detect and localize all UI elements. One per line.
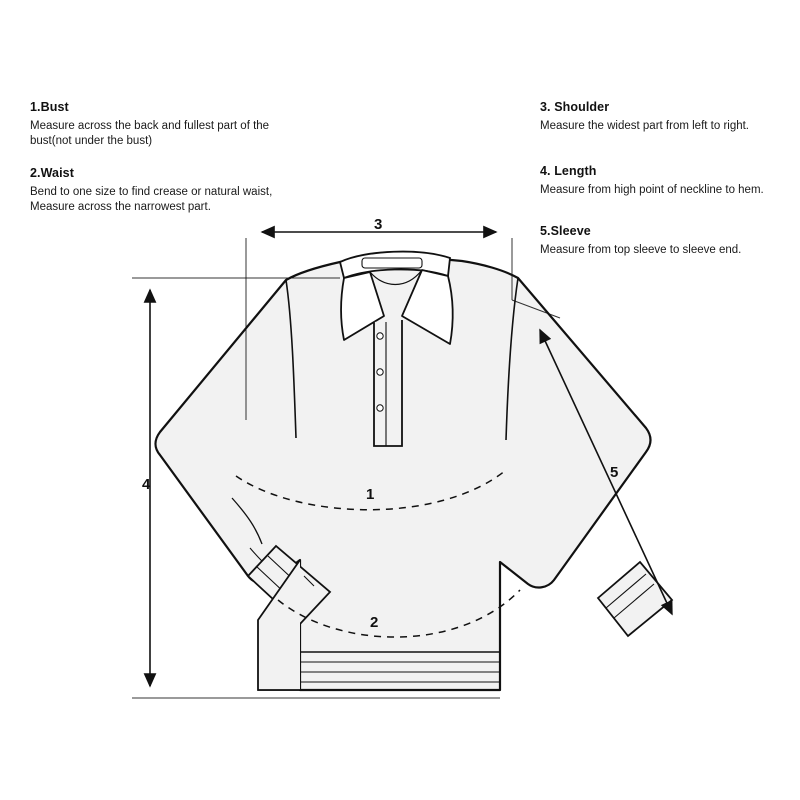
note-waist-desc: Bend to one size to find crease or natural waist, Measure across the narrowest part. <box>30 186 273 214</box>
note-bust-title: 1.Bust <box>30 100 69 114</box>
note-shoulder-desc: Measure the widest part from left to right. <box>540 120 750 132</box>
note-shoulder-title: 3. Shoulder <box>540 100 610 114</box>
note-sleeve-desc: Measure from top sleeve to sleeve end. <box>540 244 742 256</box>
label-waist: 2 <box>370 614 379 631</box>
label-sleeve: 5 <box>610 464 619 481</box>
note-waist-title: 2.Waist <box>30 166 74 180</box>
note-length-title: 4. Length <box>540 164 597 178</box>
label-length: 4 <box>142 476 151 493</box>
note-bust-desc: Measure across the back and fullest part of the bust(not under the bust) <box>30 120 270 148</box>
note-sleeve-title: 5.Sleeve <box>540 224 591 238</box>
note-length-desc: Measure from high point of neckline to hem. <box>540 184 764 196</box>
label-shoulder: 3 <box>374 216 383 233</box>
label-bust: 1 <box>366 486 375 503</box>
